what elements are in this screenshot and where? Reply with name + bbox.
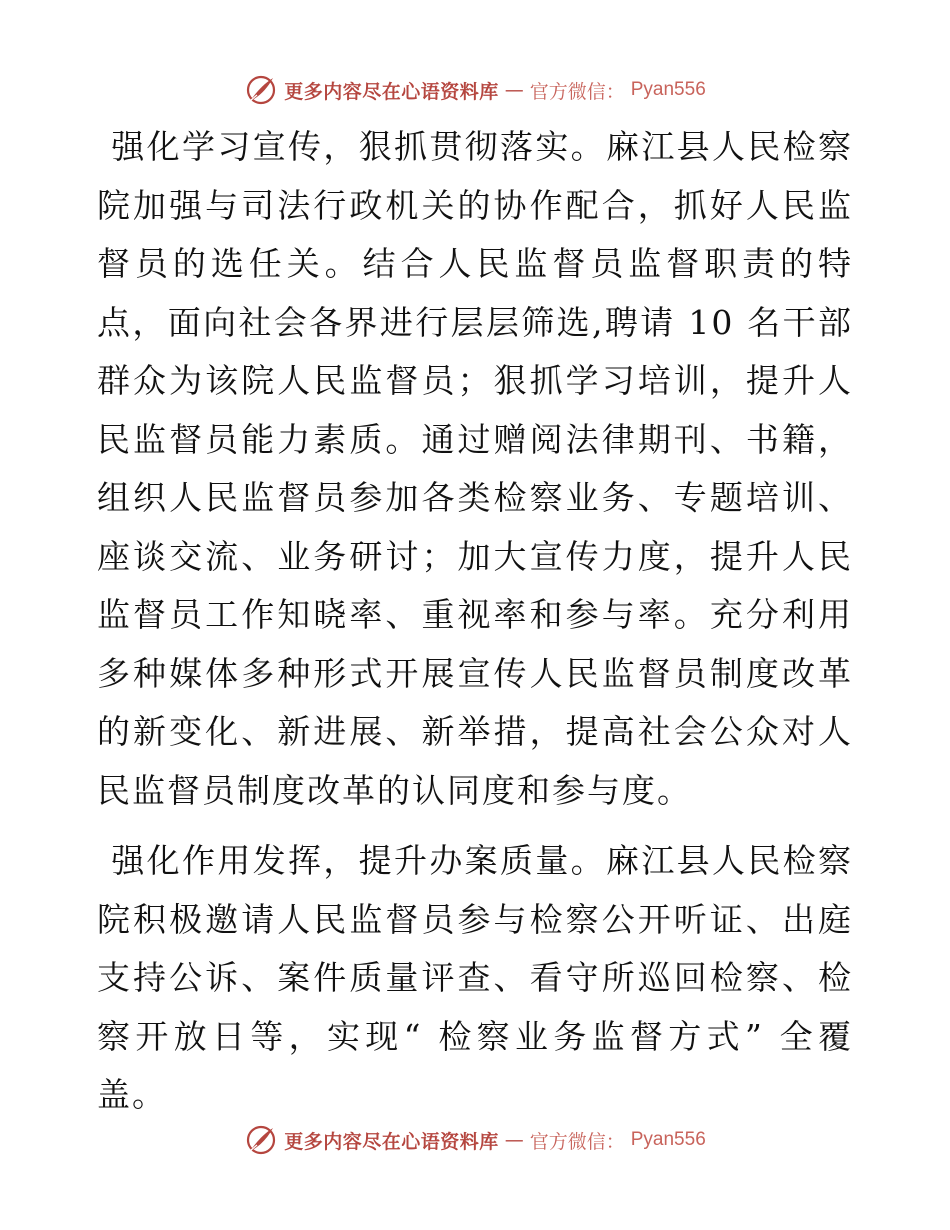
quill-pen-icon [244,73,278,107]
paragraph-1-text: 强化学习宣传，狠抓贯彻落实。麻江县人民检察院加强与司法行政机关的协作配合，抓好人民监督员的选任关。结合人民监督员监督职责的特点，面向社会各界进行层层筛选,聘请 10 名干部群众为该院人民监督员；狠抓学习培训，提升人民监督员能力素质。通过赠阅法律期刊、书籍，组织人民监督员参加各类检察业务、专题培训、座谈交流、业务研讨；加大宣传力度，提升人民监督员工作知晓率、重视率和参与率。充分利用多种媒体多种形式开展宣传人民监督员制度改革的新变化、新进展、新举措，提高社会公众对人民监督员制度改革的认同度和参与度。 [97,127,853,810]
header-banner-official-label: 官方微信： [529,80,625,103]
footer-banner-main-text: 更多内容尽在心语资料库 [284,1130,499,1153]
footer-banner-wechat-id: Pyan556 [630,1129,706,1150]
header-banner-dash: — [504,79,524,101]
header-banner-main-text: 更多内容尽在心语资料库 [284,80,499,103]
header-banner-wechat-id: Pyan556 [630,79,706,100]
header-banner-content [244,73,706,107]
footer-banner-content [244,1123,706,1157]
document-body [97,118,853,1125]
paragraph-2 [97,832,853,1125]
footer-banner-official-label: 官方微信： [529,1130,625,1153]
header-watermark-banner [0,70,950,110]
paragraph-1 [97,118,853,820]
footer-banner-dash: — [504,1129,524,1151]
footer-watermark-banner [0,1120,950,1160]
paragraph-2-text: 强化作用发挥，提升办案质量。麻江县人民检察院积极邀请人民监督员参与检察公开听证、出庭支持公诉、案件质量评查、看守所巡回检察、检察开放日等，实现“ 检察业务监督方式” 全覆盖。 [97,841,853,1114]
quill-pen-icon [244,1123,278,1157]
